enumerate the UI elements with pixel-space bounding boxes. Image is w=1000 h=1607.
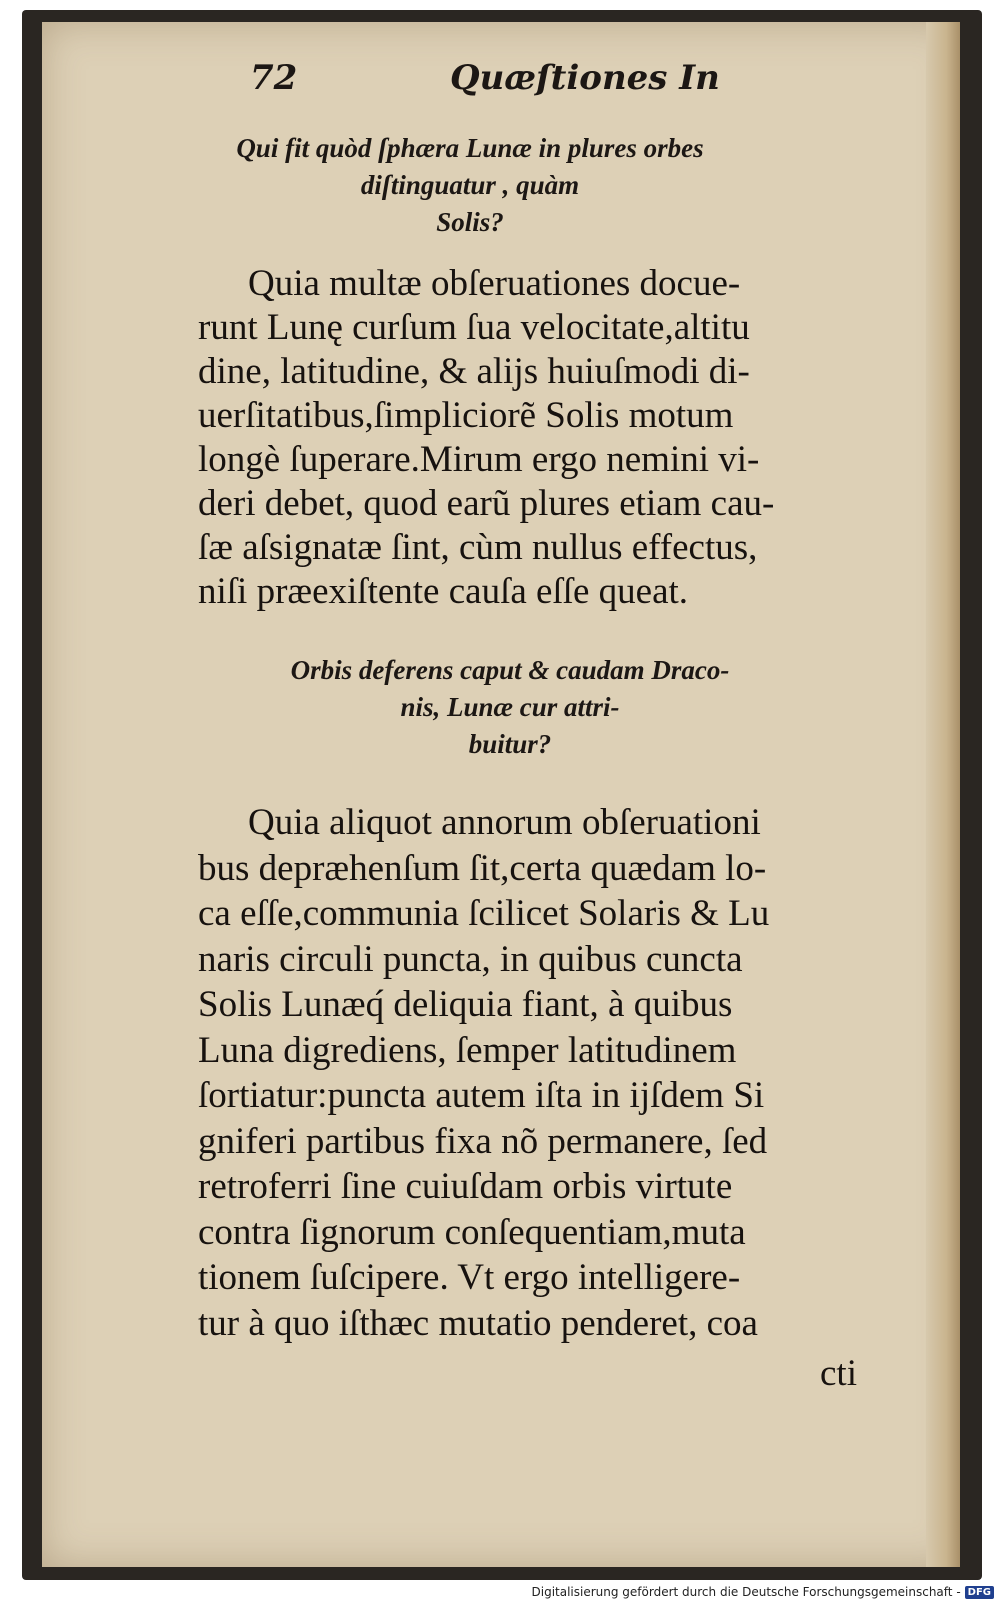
question-line: buitur? [468, 729, 552, 759]
text-line: longè ſuperare.Mirum ergo nemini vi- [198, 439, 760, 480]
page-header [200, 58, 720, 118]
text-line: naris circuli puncta, in quibus cuncta [198, 938, 743, 980]
text-line: niſi præexiſtente cauſa eſſe queat. [198, 571, 689, 612]
text-line: Solis Lunæq́ deliquia fiant, à quibus [198, 984, 733, 1025]
digitization-footer [532, 1585, 995, 1599]
text-line: deri debet, quod earũ plures etiam cau- [198, 483, 775, 524]
text-line: uerſitatibus,ſimpliciorẽ Solis motum [198, 395, 734, 436]
text-line: Quia aliquot annorum obſeruationi [248, 802, 761, 843]
text-line: ſæ aſsignatæ ſint, cùm nullus effectus, [198, 527, 758, 568]
answer-paragraph-2 [198, 800, 868, 1346]
text-line: Quia multæ obſeruationes docue- [248, 263, 741, 304]
question-line: Qui fit quòd ſphæra Lunæ in plures orbes [236, 133, 704, 163]
dfg-logo: DFG [965, 1586, 994, 1599]
page-number: 72 [250, 58, 298, 98]
text-line: ſortiatur:puncta autem iſta in ijſdem Si [198, 1075, 765, 1116]
text-line: contra ſignorum conſequentiam,muta [198, 1211, 746, 1253]
page-gutter-shadow [926, 22, 960, 1567]
text-line: ca eſſe,communia ſcilicet Solaris & Lu [198, 893, 770, 934]
question-line: nis, Lunæ cur attri- [400, 692, 620, 722]
text-line: retroferri ſine cuiuſdam orbis virtute [198, 1166, 733, 1207]
question-line: Solis? [436, 207, 504, 237]
answer-paragraph-1 [198, 262, 868, 614]
text-line: tur à quo iſthæc mutatio penderet, coa [198, 1302, 758, 1344]
text-line: dine, latitudine, & alijs huiuſmodi di- [198, 351, 750, 392]
text-line: Luna digrediens, ſemper latitudinem [198, 1029, 737, 1071]
question-line: diſtinguatur , quàm [360, 170, 580, 200]
question-heading-1 [190, 130, 750, 241]
catchword: cti [820, 1353, 857, 1394]
footer-text: Digitalisierung gefördert durch die Deutsche Forschungsgemeinschaft - [531, 1585, 961, 1599]
running-head: Quæſtiones In [450, 58, 720, 98]
question-line: Orbis deferens caput & caudam Draco- [290, 655, 730, 685]
text-line: bus depræhenſum ſit,certa quædam lo- [198, 847, 767, 889]
text-line: tionem ſuſcipere. Vt ergo intelligere- [198, 1257, 741, 1298]
question-heading-2 [260, 652, 760, 763]
text-line: runt Lunę curſum ſua velocitate,altitu [198, 307, 750, 348]
text-line: gniferi partibus fixa nõ permanere, ſed [198, 1120, 768, 1162]
